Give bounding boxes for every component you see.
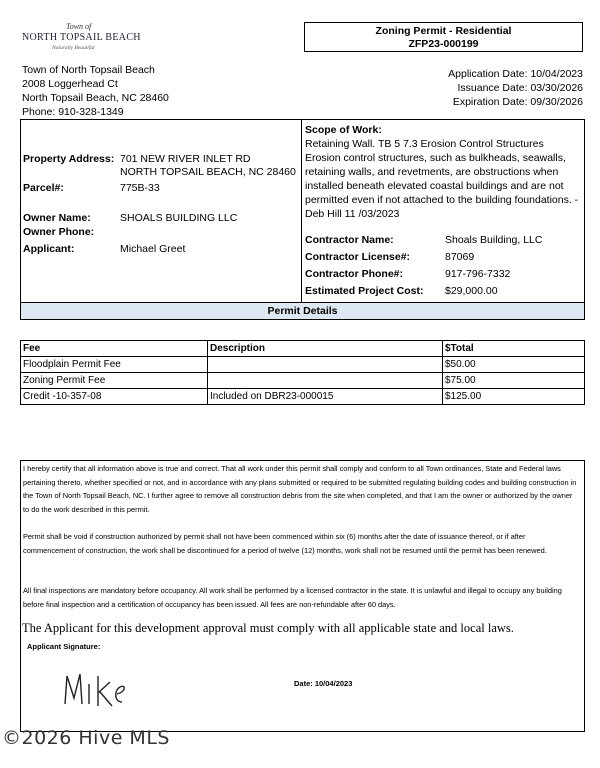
description-cell: Included on DBR23-000015 xyxy=(208,389,443,405)
applicant-value: Michael Greet xyxy=(120,243,186,255)
applicant-label: Applicant: xyxy=(23,243,75,255)
contractor-phone-value: 917-796-7332 xyxy=(445,268,511,280)
total-cell: $75.00 xyxy=(443,373,585,389)
contractor-name-value: Shoals Building, LLC xyxy=(445,234,543,246)
permit-dates xyxy=(448,67,583,109)
table-row xyxy=(21,389,585,405)
description-cell xyxy=(208,373,443,389)
inspection-paragraph: All final inspections are mandatory before occupancy. All work shall be performed by a licensed contractor in the state. It is unlawful and illegal to occupy any building before final inspection and a certification of occupancy has been issued. All fees are non-refundable after 60 days. xyxy=(23,586,562,609)
scope-text: Retaining Wall. TB 5 7.3 Erosion Control Structures Erosion control structures, such as bulkheads, seawalls, retaining walls, and revetments, are obstructions when installed beneath elevated coastal buildings and are not permitted even if not attached to the building foundations. -Deb Hill 11 /03/2023 xyxy=(305,138,579,220)
fees-table xyxy=(20,340,585,405)
signature-label: Applicant Signature: xyxy=(27,642,101,651)
property-address-line1: 701 NEW RIVER INLET RD xyxy=(120,153,251,165)
fee-header: Fee xyxy=(21,341,208,357)
permit-details-header: Permit Details xyxy=(20,302,585,320)
property-address-label: Property Address: xyxy=(23,153,115,165)
table-row xyxy=(21,373,585,389)
fee-cell: Credit -10-357-08 xyxy=(21,389,208,405)
column-divider xyxy=(301,119,302,305)
mls-watermark: ©2026 Hive MLS xyxy=(2,727,170,749)
project-cost-label: Estimated Project Cost: xyxy=(305,285,424,297)
scope-title: Scope of Work: xyxy=(305,124,382,136)
town-address1: 2008 Loggerhead Ct xyxy=(22,78,118,90)
contractor-name-label: Contractor Name: xyxy=(305,234,394,246)
logo-script: Town of xyxy=(66,22,92,31)
owner-phone-label: Owner Phone: xyxy=(23,226,95,238)
town-address2: North Topsail Beach, NC 28460 xyxy=(22,92,169,104)
logo-name: NORTH TOPSAIL BEACH xyxy=(22,32,141,43)
total-cell: $125.00 xyxy=(443,389,585,405)
description-header: Description xyxy=(208,341,443,357)
town-logo xyxy=(22,22,141,58)
fees-header-row xyxy=(21,341,585,357)
town-name: Town of North Topsail Beach xyxy=(22,64,155,76)
property-address-line2: NORTH TOPSAIL BEACH, NC 28460 xyxy=(120,166,296,178)
table-row xyxy=(21,357,585,373)
town-phone: Phone: 910-328-1349 xyxy=(22,106,124,118)
void-paragraph: Permit shall be void if construction authorized by permit shall not have been commenced within six (6) months after the date of issuance thereof, or if after commencement of construction, the work shall be discontinued for a period of twelve (12) months, work shall not be resumed until the permit has been renewed. xyxy=(23,532,547,555)
parcel-label: Parcel#: xyxy=(23,182,64,194)
signature-date: Date: 10/04/2023 xyxy=(294,679,353,688)
permit-title-box xyxy=(304,22,583,52)
issuance-date: Issuance Date: 03/30/2026 xyxy=(457,82,583,94)
permit-number: ZFP23-000199 xyxy=(408,38,479,50)
total-header: $Total xyxy=(443,341,585,357)
fee-cell: Zoning Permit Fee xyxy=(21,373,208,389)
town-info xyxy=(22,63,169,119)
compliance-statement: The Applicant for this development approval must comply with all applicable state and local laws. xyxy=(22,621,514,635)
owner-name-label: Owner Name: xyxy=(23,212,91,224)
applicant-signature xyxy=(60,668,130,712)
parcel-value: 775B-33 xyxy=(120,182,160,194)
contractor-license-value: 87069 xyxy=(445,251,475,263)
total-cell: $50.00 xyxy=(443,357,585,373)
contractor-phone-label: Contractor Phone#: xyxy=(305,268,404,280)
expiration-date: Expiration Date: 09/30/2026 xyxy=(452,96,583,108)
application-date: Application Date: 10/04/2023 xyxy=(448,68,583,80)
logo-tagline: Naturally Beautiful xyxy=(52,45,95,51)
certification-paragraph: I hereby certify that all information above is true and correct. That all work under this permit shall comply and conform to all Town ordinances, State and Federal laws pertaining thereto, whether specified or not, and in accordance with any plans submitted or required to be submitted regulating building codes and building construction in the Town of North Topsail Beach, NC. I further agree to remove all construction debris from the site when completed, and that I am the owner or authorized by the owner to do the work described in this permit. xyxy=(23,464,577,514)
description-cell xyxy=(208,357,443,373)
fee-cell: Floodplain Permit Fee xyxy=(21,357,208,373)
contractor-license-label: Contractor License#: xyxy=(305,251,411,263)
project-cost-value: $29,000.00 xyxy=(445,285,498,297)
owner-name-value: SHOALS BUILDING LLC xyxy=(120,212,238,224)
permit-title: Zoning Permit - Residential xyxy=(375,25,512,37)
